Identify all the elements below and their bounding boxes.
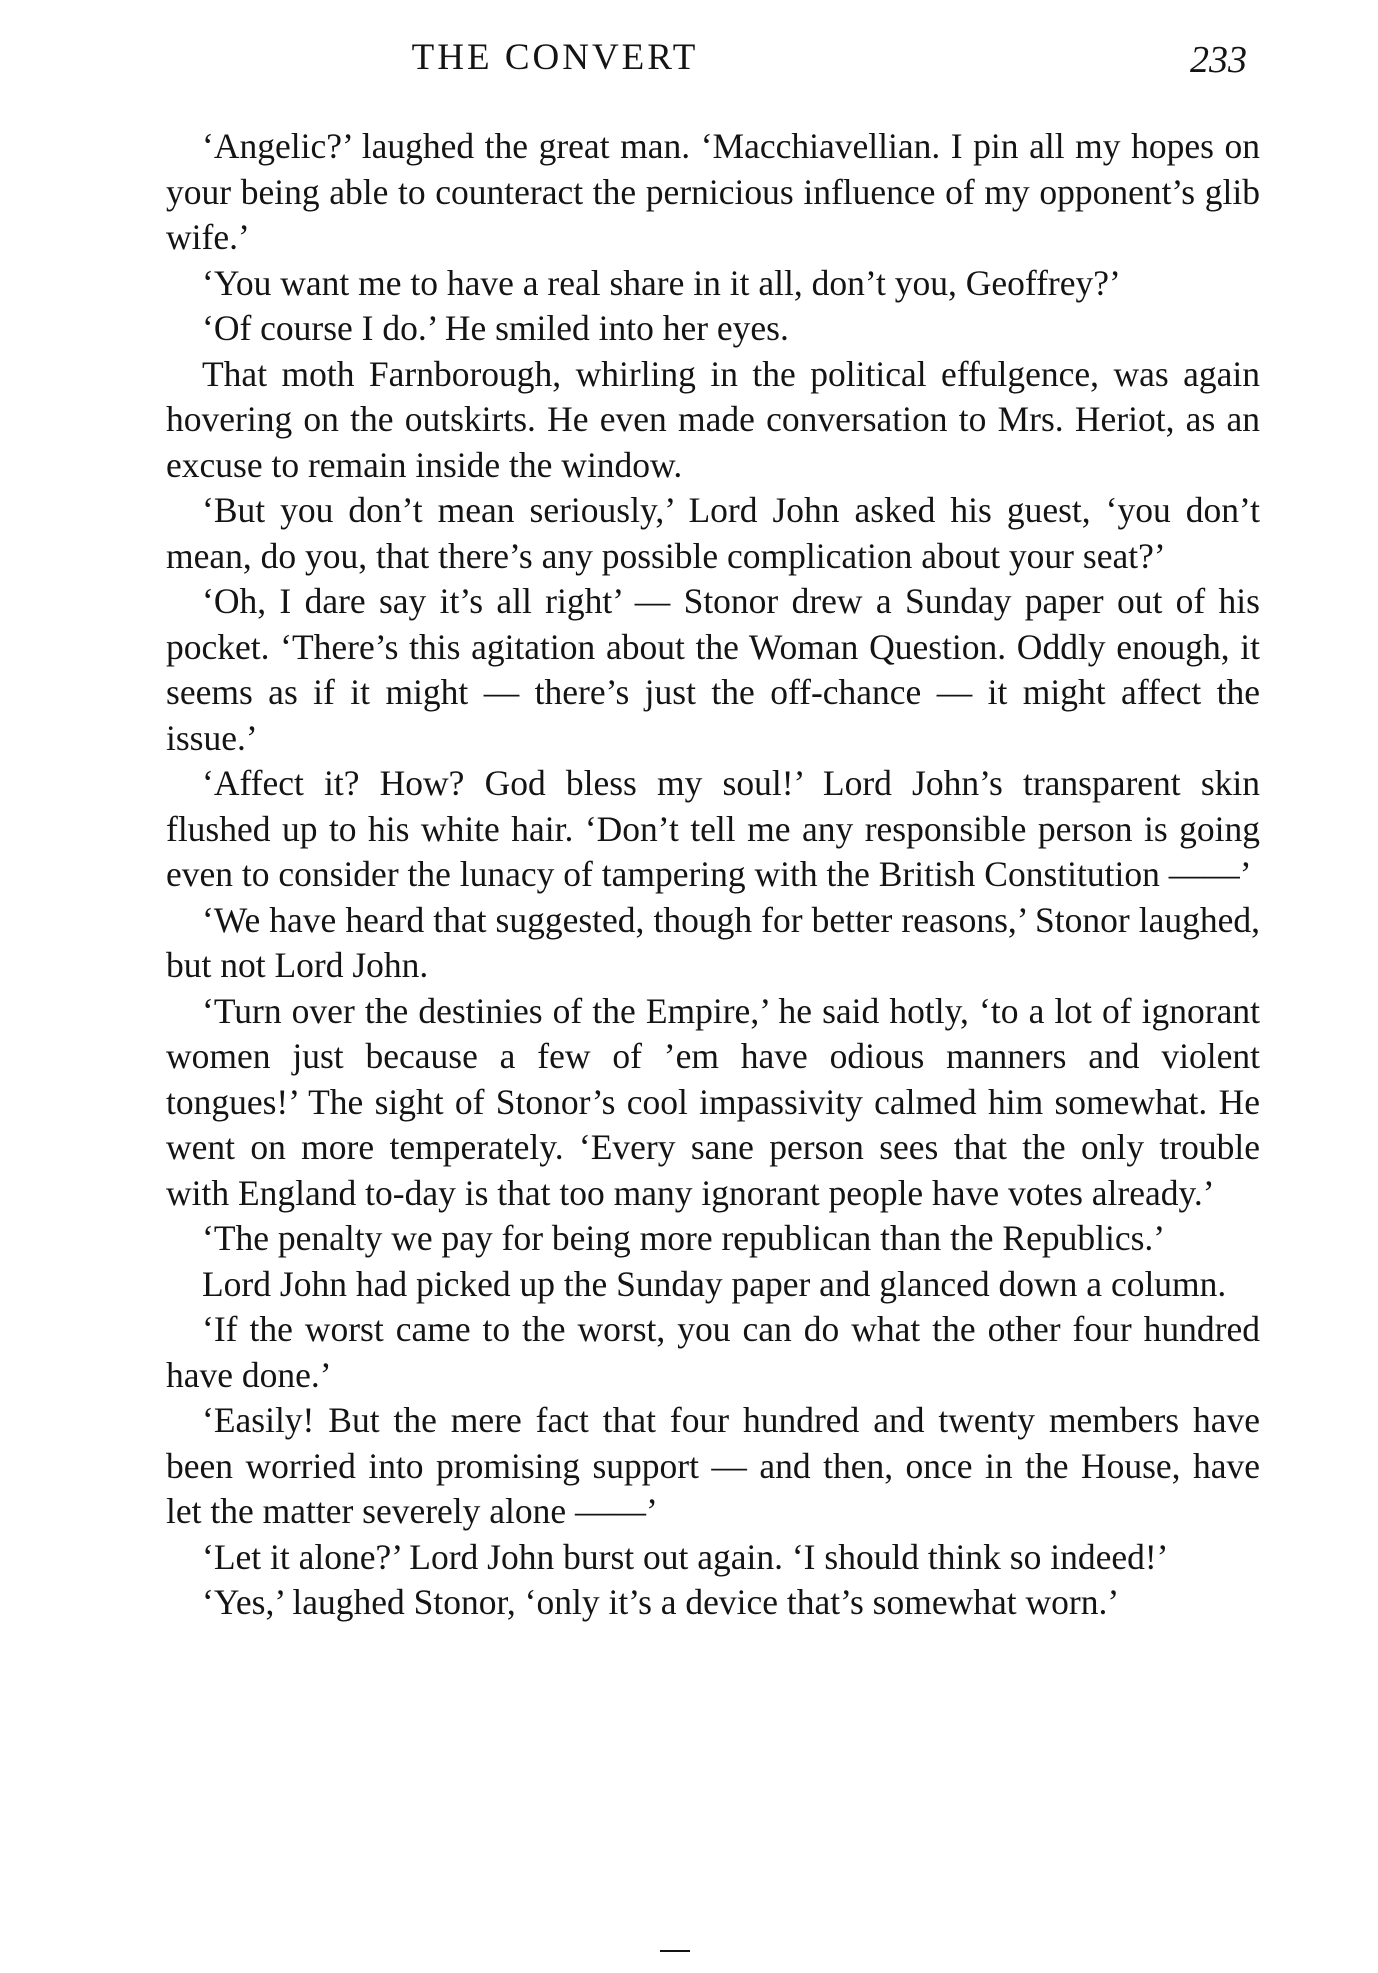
paragraph: ‘You want me to have a real share in it all, don’t you, Geoffrey?’	[202, 262, 1121, 303]
paragraph: ‘Affect it? How? God bless my soul!’ Lord John’s transparent skin flushed up to his white hair. ‘Don’t tell me any responsible person is going even to consider the lunacy of tampering with the British Constitution ——’	[166, 763, 1260, 894]
paragraph: That moth Farnborough, whirling in the political effulgence, was again hovering on the outskirts. He even made conversation to Mrs. Heriot, as an excuse to remain inside the window.	[166, 353, 1260, 485]
paragraph: ‘Of course I do.’ He smiled into her eyes.	[202, 308, 789, 348]
paragraph: ‘If the worst came to the worst, you can do what the other four hundred have done.’	[166, 1309, 1260, 1395]
paragraph: ‘Oh, I dare say it’s all right’ — Stonor drew a Sunday paper out of his pocket. ‘There’s this agitation about the Woman Question. Oddly enough, it seems as if it might — there’s just the off-chance — it might affect the issue.’	[166, 581, 1260, 758]
page-number: 233	[1190, 39, 1247, 81]
running-title: THE CONVERT	[411, 37, 699, 78]
paragraph: ‘Yes,’ laughed Stonor, ‘only it’s a device that’s somewhat worn.’	[202, 1582, 1120, 1622]
body-text	[166, 124, 1260, 1626]
paragraph: ‘We have heard that suggested, though for better reasons,’ Stonor laughed, but not Lord John.	[166, 899, 1260, 985]
paragraph: ‘But you don’t mean seriously,’ Lord John asked his guest, ‘you don’t mean, do you, that there’s any possible complication about your seat?’	[166, 490, 1260, 576]
paragraph: ‘Angelic?’ laughed the great man. ‘Macchiavellian. I pin all my hopes on your being able to counteract the pernicious influence of my opponent’s glib wife.’	[166, 126, 1260, 257]
paragraph: ‘Easily! But the mere fact that four hundred and twenty members have been worried into promising support — and then, once in the House, have let the matter severely alone ——’	[166, 1400, 1260, 1531]
printer-signature-mark	[660, 1950, 690, 1952]
paragraph: ‘The penalty we pay for being more republican than the Republics.’	[202, 1218, 1166, 1258]
paragraph: ‘Turn over the destinies of the Empire,’ he said hotly, ‘to a lot of ignorant women just because a few of ’em have odious manners and violent tongues!’ The sight of Stonor’s cool impassivity calmed him somewhat. He went on more temperately. ‘Every sane person sees that the only trouble with England to-day is that too many ignorant people have votes already.’	[166, 990, 1260, 1213]
running-head	[0, 28, 1378, 88]
paragraph: ‘Let it alone?’ Lord John burst out again. ‘I should think so indeed!’	[202, 1536, 1169, 1577]
paragraph: Lord John had picked up the Sunday paper and glanced down a column.	[202, 1263, 1227, 1304]
